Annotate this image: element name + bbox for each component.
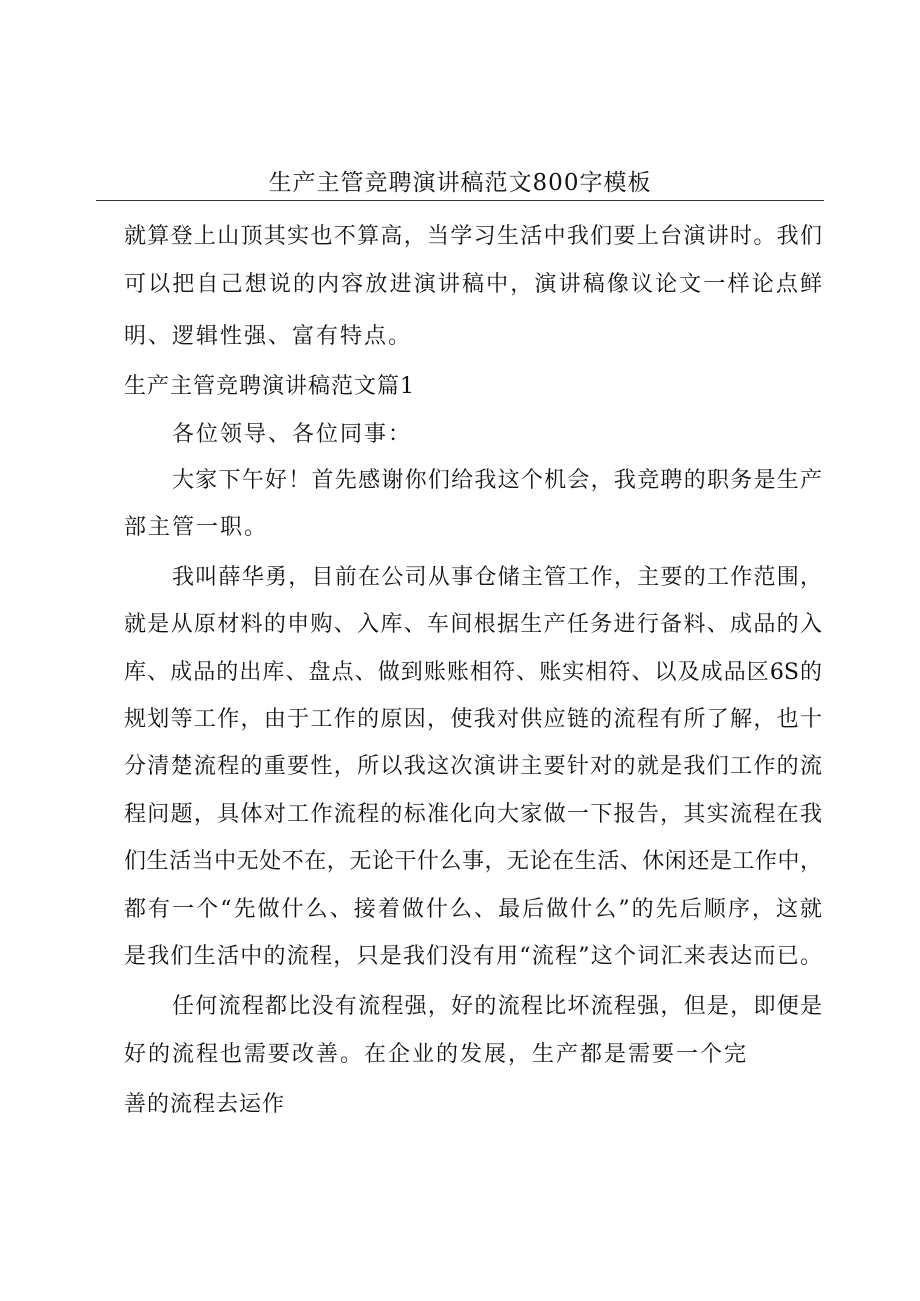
intro-line-2: 可以把自己想说的内容放进演讲稿中，演讲稿像议论文一样论点鲜: [124, 272, 822, 297]
para3-line-2: 好的流程也需要改善。在企业的发展，生产都是需要一个完: [124, 1042, 749, 1067]
para1-line-1: 大家下午好！首先感谢你们给我这个机会，我竞聘的职务是生产: [172, 468, 822, 493]
para2-line-9: 是我们生活中的流程，只是我们没有用“流程”这个词汇来表达而已。: [124, 944, 822, 969]
para2-line-1: 我叫薛华勇，目前在公司从事仓储主管工作，主要的工作范围，: [172, 565, 822, 590]
para2-line-7: 们生活当中无处不在，无论干什么事，无论在生活、休闲还是工作中，: [124, 849, 822, 874]
para2-line-6: 程问题，具体对工作流程的标准化向大家做一下报告，其实流程在我: [124, 802, 822, 827]
para2-line-4: 规划等工作，由于工作的原因，使我对供应链的流程有所了解，也十: [124, 707, 822, 732]
para2-line-2: 就是从原材料的申购、入库、车间根据生产任务进行备料、成品的入: [124, 612, 822, 637]
para3-line-1: 任何流程都比没有流程强，好的流程比坏流程强，但是，即便是: [172, 994, 822, 1019]
para1-line-2: 部主管一职。: [124, 515, 269, 540]
intro-line-3: 明、逻辑性强、富有特点。: [124, 324, 413, 349]
para2-line-3: 库、成品的出库、盘点、做到账账相符、账实相符、以及成品区6S的: [124, 660, 822, 685]
intro-line-1: 就算登上山顶其实也不算高，当学习生活中我们要上台演讲时。我们: [124, 224, 822, 249]
salutation: 各位领导、各位同事：: [172, 422, 413, 447]
para2-line-8: 都有一个“先做什么、接着做什么、最后做什么”的先后顺序，这就: [124, 897, 822, 922]
section-heading: 生产主管竞聘演讲稿范文篇1: [124, 374, 415, 399]
para2-line-5: 分清楚流程的重要性，所以我这次演讲主要针对的就是我们工作的流: [124, 754, 822, 779]
document-title: 生产主管竞聘演讲稿范文800字模板: [268, 170, 652, 196]
title-underline: [96, 200, 824, 201]
para3-line-3: 善的流程去运作: [124, 1092, 286, 1117]
